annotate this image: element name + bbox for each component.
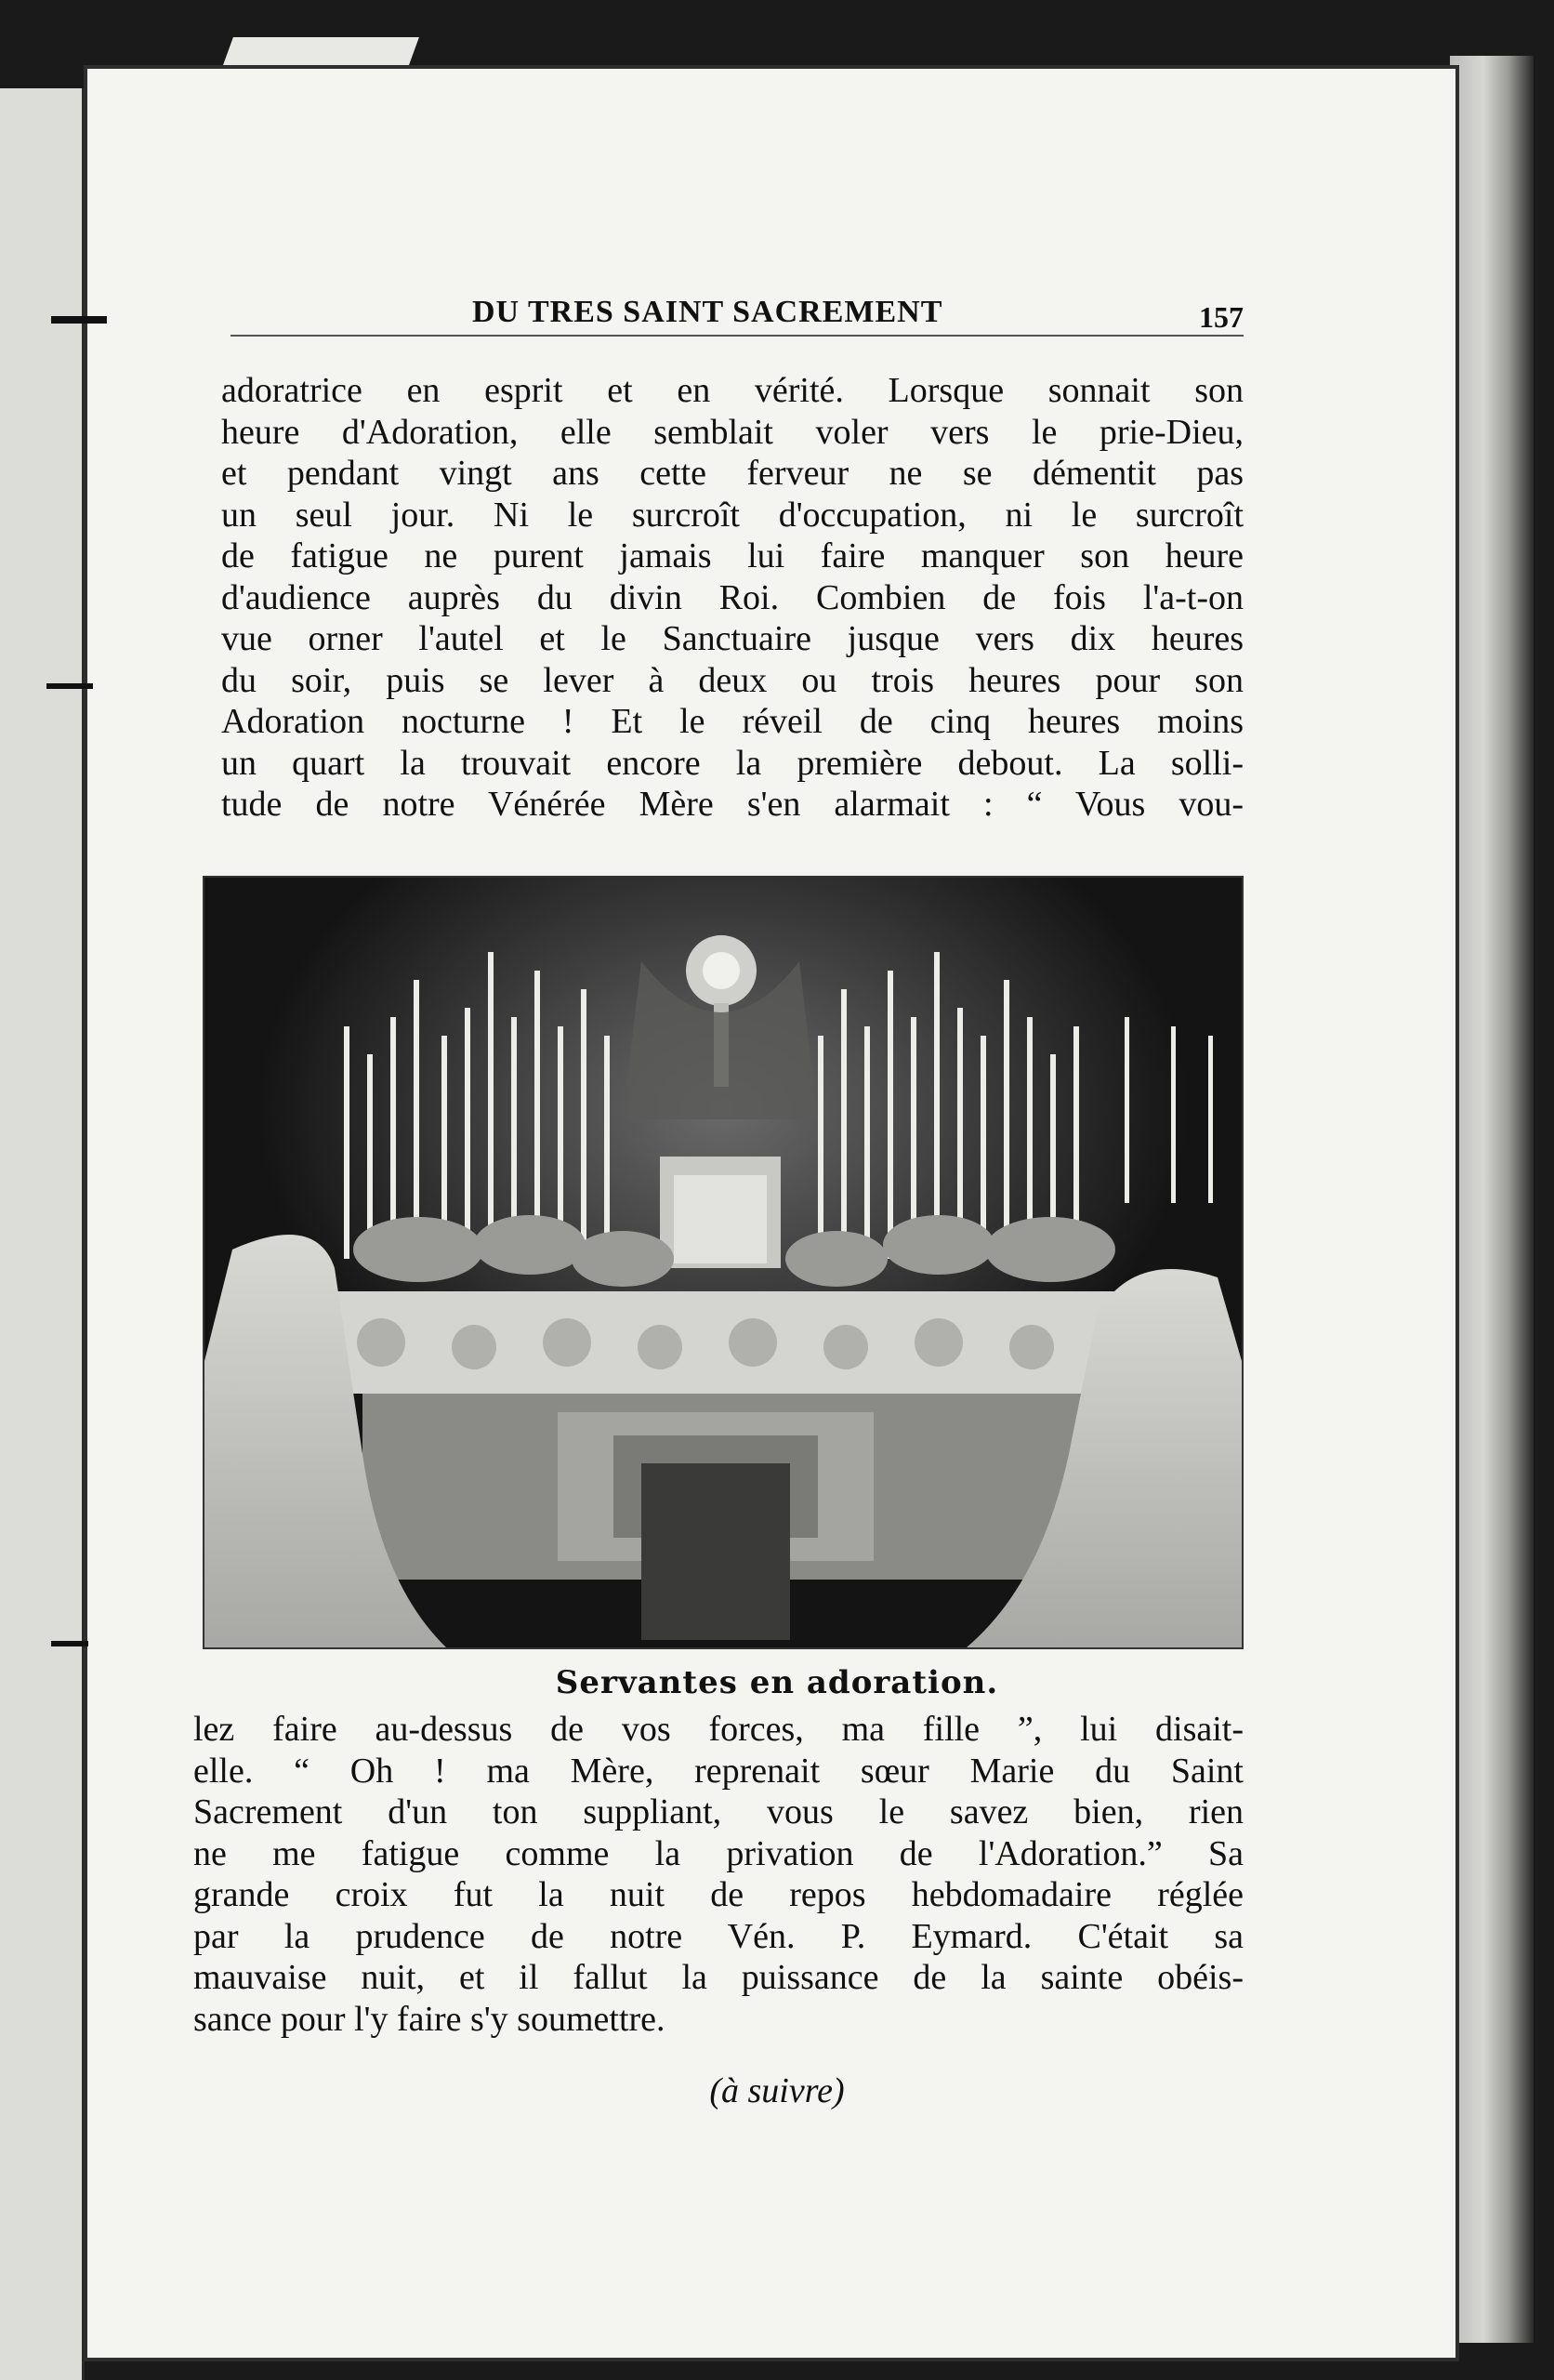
text-line: par la prudence de notre Vén. P. Eymard. C'était sa bbox=[193, 1916, 1244, 1956]
altar-photograph bbox=[203, 876, 1244, 1649]
text-line: Sacrement d'un ton suppliant, vous le savez bien, rien bbox=[193, 1792, 1244, 1831]
running-head-title: DU TRES SAINT SACREMENT bbox=[472, 295, 943, 329]
text-line: elle. “ Oh ! ma Mère, reprenait sœur Marie du Saint bbox=[193, 1751, 1244, 1791]
text-line: tude de notre Vénérée Mère s'en alarmait : “ Vous vou- bbox=[221, 785, 1244, 824]
text-line: grande croix fut la nuit de repos hebdomadaire réglée bbox=[193, 1875, 1244, 1914]
page-number: 157 bbox=[1199, 300, 1244, 334]
text-line: d'audience auprès du divin Roi. Combien de fois l'a-t-on bbox=[221, 577, 1244, 617]
paragraph-2 bbox=[193, 1709, 1244, 2040]
text-line: adoratrice en esprit et en vérité. Lorsque sonnait son bbox=[221, 371, 1244, 410]
text-line: mauvaise nuit, et il fallut la puissance de la sainte obéis- bbox=[193, 1958, 1244, 1997]
text-line: Adoration nocturne ! Et le réveil de cinq heures moins bbox=[221, 702, 1244, 741]
text-line: un seul jour. Ni le surcroît d'occupation, ni le surcroît bbox=[221, 495, 1244, 535]
continuation-text: (à suivre) bbox=[709, 2071, 845, 2110]
page-stack-edge bbox=[1450, 56, 1534, 2343]
text-line: heure d'Adoration, elle semblait voler vers le prie-Dieu, bbox=[221, 412, 1244, 452]
running-head bbox=[230, 284, 1244, 337]
text-line: du soir, puis se lever à deux ou trois heures pour son bbox=[221, 660, 1244, 700]
facing-page-edge bbox=[0, 88, 85, 2380]
photo-caption: Servantes en adoration. bbox=[555, 1664, 999, 1701]
binding-mark bbox=[46, 683, 93, 689]
text-line: un quart la trouvait encore la première debout. La solli- bbox=[221, 743, 1244, 783]
text-line: sance pour l'y faire s'y soumettre. bbox=[193, 1999, 665, 2039]
text-line: vue orner l'autel et le Sanctuaire jusque vers dix heures bbox=[221, 619, 1244, 658]
text-line: lez faire au-dessus de vos forces, ma fille ”, lui disait- bbox=[193, 1710, 1244, 1749]
continuation-note bbox=[0, 2070, 1554, 2111]
text-line: ne me fatigue comme la privation de l'Adoration.” Sa bbox=[193, 1833, 1244, 1873]
paragraph-1 bbox=[221, 370, 1244, 826]
text-line: et pendant vingt ans cette ferveur ne se démentit pas bbox=[221, 454, 1244, 493]
binding-mark bbox=[51, 316, 107, 324]
text-line: de fatigue ne purent jamais lui faire manquer son heure bbox=[221, 536, 1244, 575]
binding-mark bbox=[51, 1641, 88, 1646]
